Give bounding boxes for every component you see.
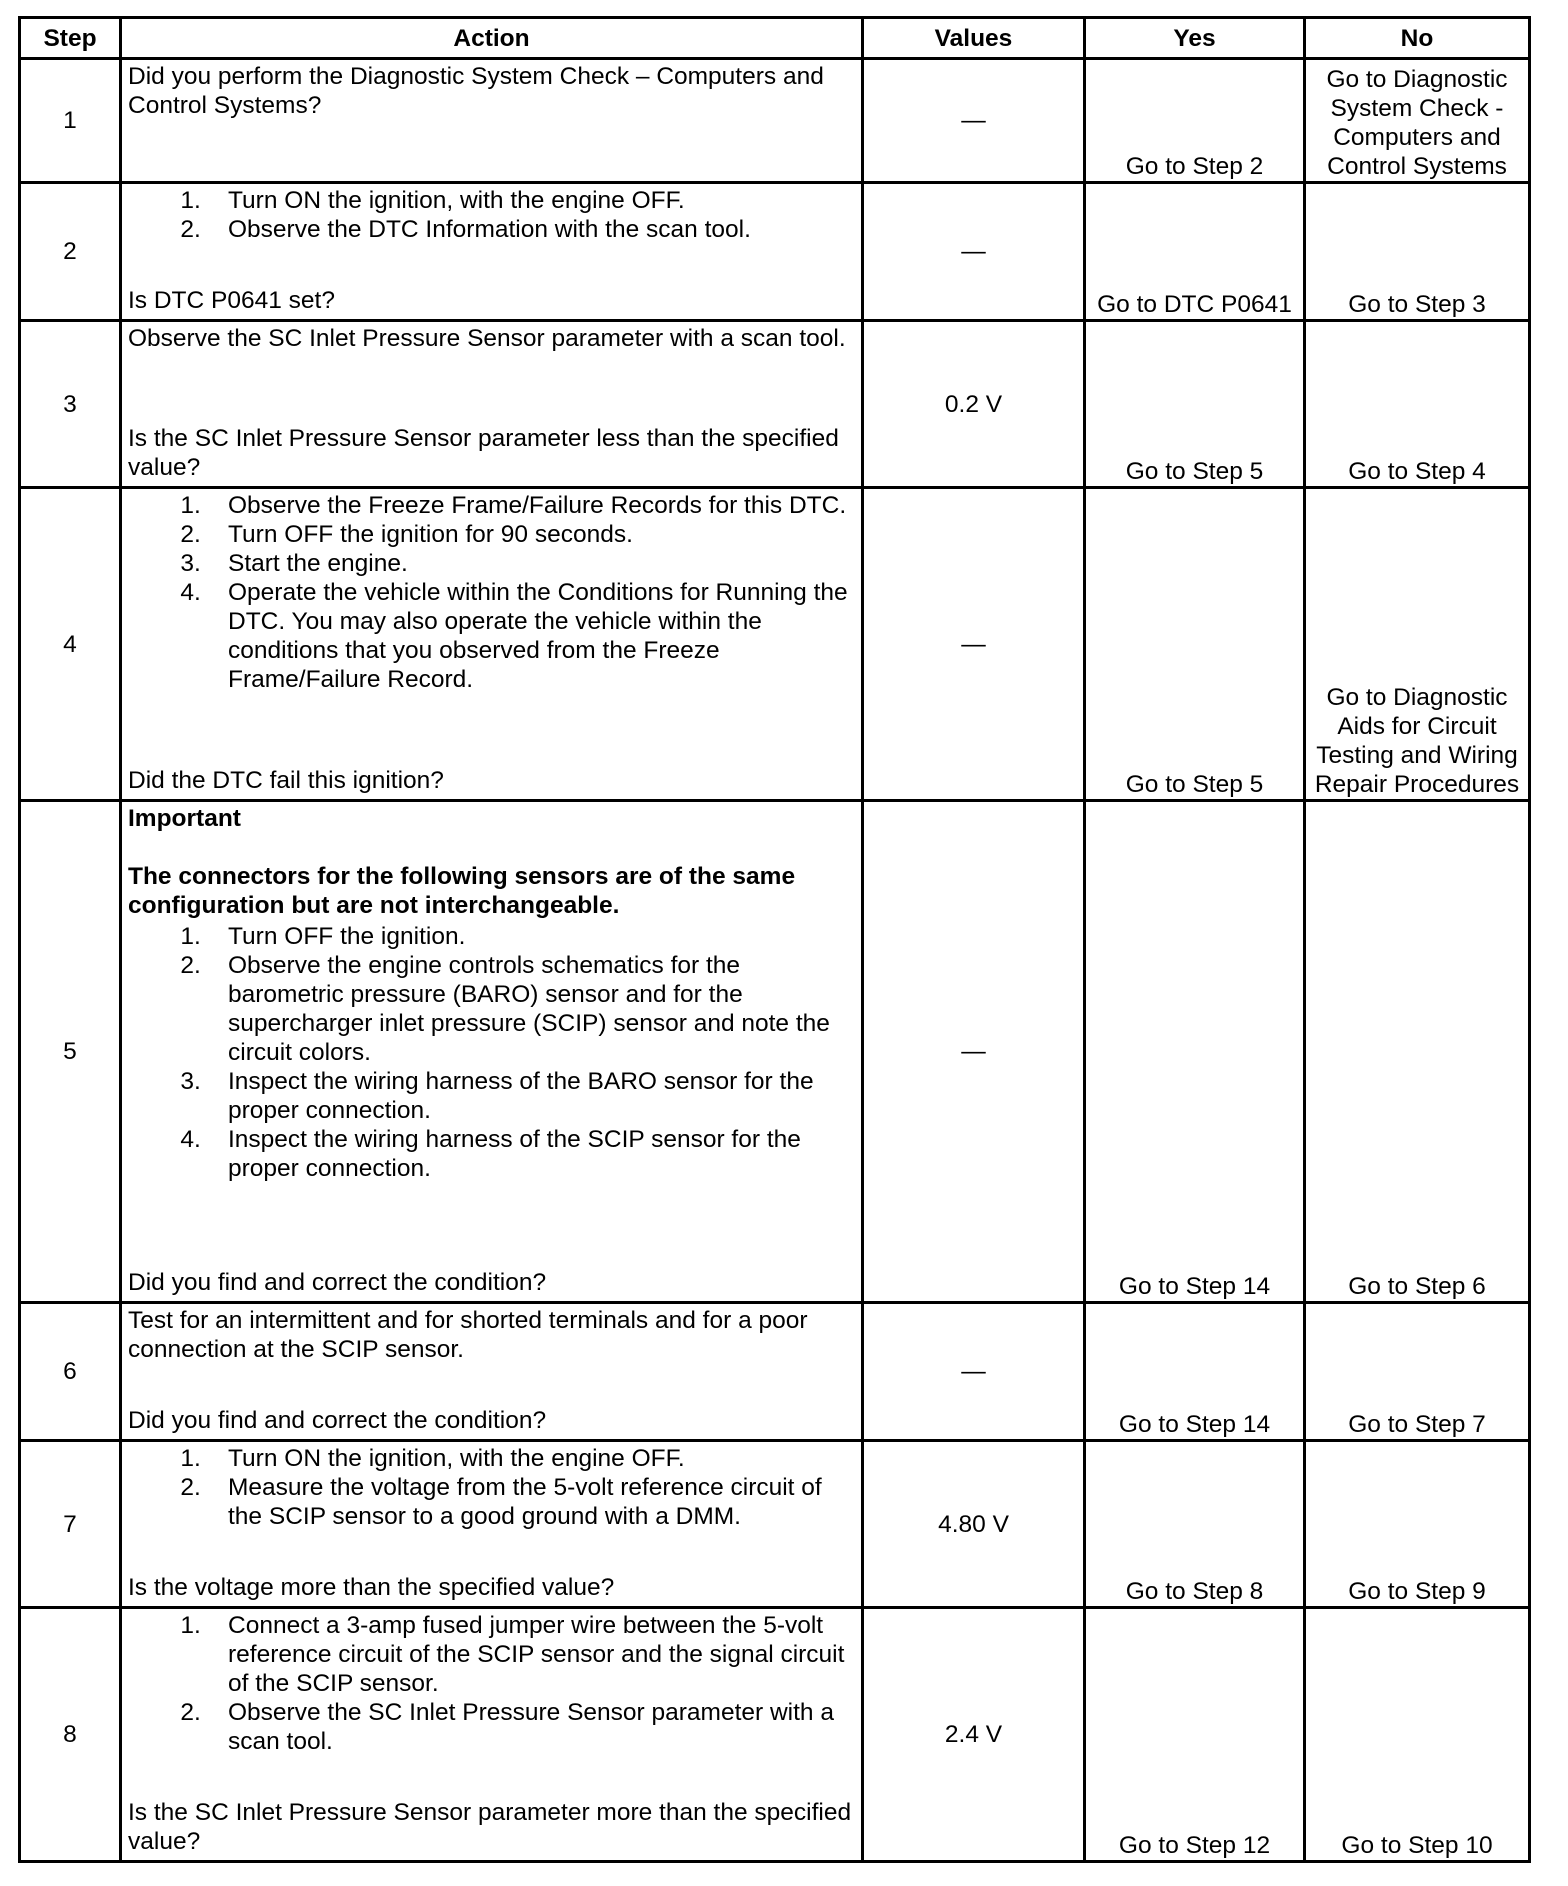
step-number: 7 — [20, 1441, 121, 1608]
value-cell: 2.4 V — [863, 1608, 1085, 1862]
action-steps — [128, 186, 855, 244]
list-item: 2. Measure the voltage from the 5-volt reference circuit of the SCIP sensor to a good ground with a DMM. — [228, 1473, 855, 1531]
action-cell — [121, 321, 863, 488]
step-number: 2 — [20, 183, 121, 321]
action-cell — [121, 1441, 863, 1608]
list-item: 4. Inspect the wiring harness of the SCIP sensor for the proper connection. — [228, 1125, 855, 1183]
action-steps — [128, 922, 855, 1183]
action-question: Is DTC P0641 set? — [128, 287, 335, 314]
diagnostic-table — [18, 16, 1531, 1863]
list-item: 1. Turn ON the ignition, with the engine OFF. — [228, 186, 855, 215]
yes-cell: Go to Step 5 — [1085, 321, 1305, 488]
list-item: 4. Operate the vehicle within the Conditions for Running the DTC. You may also operate the vehicle within the conditions that you observed from the Freeze Frame/Failure Record. — [228, 578, 855, 694]
value-cell: — — [863, 183, 1085, 321]
action-question: Did you find and correct the condition? — [128, 1407, 547, 1434]
table-row — [20, 1303, 1530, 1441]
list-item: 2. Observe the SC Inlet Pressure Sensor parameter with a scan tool. — [228, 1698, 855, 1756]
action-steps — [128, 491, 855, 694]
yes-cell: Go to Step 8 — [1085, 1441, 1305, 1608]
table-row — [20, 1608, 1530, 1862]
header-row — [20, 18, 1530, 59]
list-item: 2. Observe the DTC Information with the scan tool. — [228, 215, 855, 244]
action-cell — [121, 801, 863, 1303]
list-item: 3. Inspect the wiring harness of the BARO sensor for the proper connection. — [228, 1067, 855, 1125]
step-number: 6 — [20, 1303, 121, 1441]
action-cell — [121, 183, 863, 321]
table-row — [20, 321, 1530, 488]
list-item: 3. Start the engine. — [228, 549, 855, 578]
value-cell: — — [863, 59, 1085, 183]
table-row — [20, 59, 1530, 183]
yes-cell: Go to Step 14 — [1085, 1303, 1305, 1441]
value-cell: — — [863, 488, 1085, 801]
action-question: Is the SC Inlet Pressure Sensor parameter more than the specified value? — [128, 1799, 852, 1855]
list-item: 2. Turn OFF the ignition for 90 seconds. — [228, 520, 855, 549]
list-item: 1. Connect a 3-amp fused jumper wire between the 5-volt reference circuit of the SCIP sensor and the signal circuit of the SCIP sensor. — [228, 1611, 855, 1698]
yes-cell: Go to DTC P0641 — [1085, 183, 1305, 321]
yes-cell: Go to Step 5 — [1085, 488, 1305, 801]
action-steps — [128, 1444, 855, 1531]
important-heading: Important — [128, 805, 241, 832]
action-cell — [121, 59, 863, 183]
action-text: Test for an intermittent and for shorted terminals and for a poor connection at the SCIP sensor. — [128, 1307, 808, 1363]
list-item: 1. Turn OFF the ignition. — [228, 922, 855, 951]
table-row — [20, 488, 1530, 801]
table-row — [20, 183, 1530, 321]
header-yes: Yes — [1085, 18, 1305, 59]
value-cell: 0.2 V — [863, 321, 1085, 488]
action-text: Did you perform the Diagnostic System Check – Computers and Control Systems? — [128, 63, 824, 119]
step-number: 5 — [20, 801, 121, 1303]
header-values: Values — [863, 18, 1085, 59]
no-cell: Go to Step 6 — [1305, 801, 1530, 1303]
step-number: 4 — [20, 488, 121, 801]
no-cell: Go to Step 9 — [1305, 1441, 1530, 1608]
value-cell: — — [863, 801, 1085, 1303]
yes-cell: Go to Step 2 — [1085, 59, 1305, 183]
action-question: Did you find and correct the condition? — [128, 1269, 547, 1296]
no-cell: Go to Diagnostic Aids for Circuit Testing and Wiring Repair Procedures — [1305, 488, 1530, 801]
table-row — [20, 801, 1530, 1303]
yes-cell: Go to Step 14 — [1085, 801, 1305, 1303]
action-text: Observe the SC Inlet Pressure Sensor parameter with a scan tool. — [128, 325, 846, 352]
no-cell: Go to Diagnostic System Check - Computers and Control Systems — [1305, 59, 1530, 183]
action-question: Is the SC Inlet Pressure Sensor parameter less than the specified value? — [128, 425, 839, 481]
step-number: 3 — [20, 321, 121, 488]
list-item: 2. Observe the engine controls schematics for the barometric pressure (BARO) sensor and for the supercharger inlet pressure (SCIP) sensor and note the circuit colors. — [228, 951, 855, 1067]
header-step: Step — [20, 18, 121, 59]
list-item: 1. Turn ON the ignition, with the engine OFF. — [228, 1444, 855, 1473]
action-cell — [121, 1608, 863, 1862]
step-number: 8 — [20, 1608, 121, 1862]
action-question: Is the voltage more than the specified value? — [128, 1574, 615, 1601]
action-question: Did the DTC fail this ignition? — [128, 767, 444, 794]
no-cell: Go to Step 7 — [1305, 1303, 1530, 1441]
action-cell — [121, 488, 863, 801]
action-cell — [121, 1303, 863, 1441]
yes-cell: Go to Step 12 — [1085, 1608, 1305, 1862]
step-number: 1 — [20, 59, 121, 183]
table-row — [20, 1441, 1530, 1608]
value-cell: — — [863, 1303, 1085, 1441]
header-no: No — [1305, 18, 1530, 59]
no-cell: Go to Step 3 — [1305, 183, 1530, 321]
action-steps — [128, 1611, 855, 1756]
no-cell: Go to Step 10 — [1305, 1608, 1530, 1862]
header-action: Action — [121, 18, 863, 59]
important-note: The connectors for the following sensors are of the same configuration but are not interchangeable. — [128, 863, 796, 919]
value-cell: 4.80 V — [863, 1441, 1085, 1608]
list-item: 1. Observe the Freeze Frame/Failure Records for this DTC. — [228, 491, 855, 520]
no-cell: Go to Step 4 — [1305, 321, 1530, 488]
